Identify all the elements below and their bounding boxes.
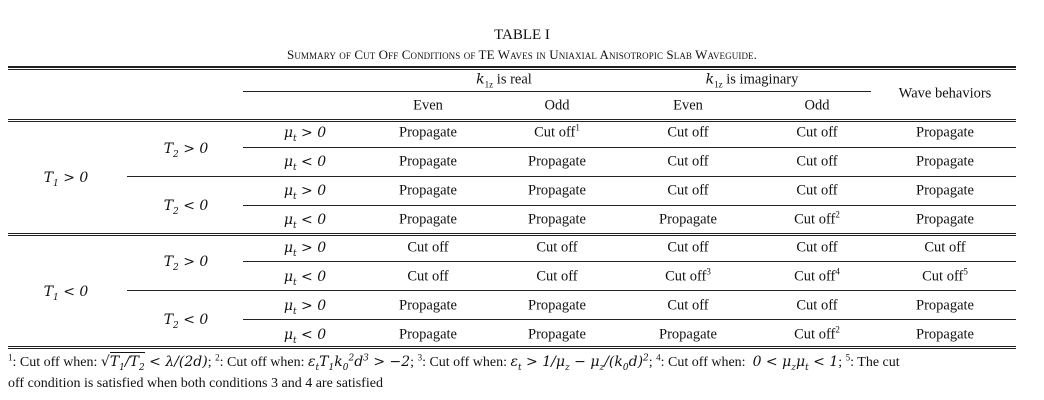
table-cell: Cut off bbox=[796, 297, 838, 314]
bottom-rule-2 bbox=[8, 348, 1016, 349]
top-rule bbox=[8, 66, 1016, 68]
table-cell: Cut off bbox=[667, 153, 709, 170]
table-cell: Propagate bbox=[399, 124, 457, 141]
table-cell: Cut off$^1$ bbox=[534, 122, 580, 141]
table-cell: Cut off bbox=[667, 124, 709, 141]
table-cell: Propagate bbox=[528, 153, 586, 170]
table-cell: Cut off bbox=[667, 297, 709, 314]
table-cell: Cut off bbox=[924, 239, 966, 256]
table-cell: Cut off bbox=[796, 182, 838, 199]
header-k1z-imaginary: $k_{1z}$ is imaginary bbox=[705, 71, 799, 90]
table-cell: Cut off$^2$ bbox=[794, 209, 840, 228]
table-cell: Cut off$^3$ bbox=[665, 266, 711, 285]
t1-negative-label: $T_1 < 0$ bbox=[43, 284, 89, 303]
table-cell: Propagate bbox=[916, 326, 974, 343]
table-caption-text: Summary of Cut Off Conditions of TE Waves in Uniaxial Anisotropic Slab Waveguide. bbox=[286, 47, 758, 62]
mu-label: $\mu_t < 0$ bbox=[283, 327, 327, 346]
footnote-line-2: off condition is satisfied when both conditions 3 and 4 are satisfied bbox=[8, 376, 383, 391]
table-cell: Propagate bbox=[399, 326, 457, 343]
table-cell: Propagate bbox=[916, 211, 974, 228]
table-cell: Propagate bbox=[659, 211, 717, 228]
header-wave-behaviors: Wave behaviors bbox=[898, 85, 992, 102]
table-cell: Propagate bbox=[399, 182, 457, 199]
table-cell: Propagate bbox=[528, 297, 586, 314]
subheader-real-even: Even bbox=[413, 97, 443, 114]
table-cell: Cut off$^5$ bbox=[922, 266, 968, 285]
table-cell: Propagate bbox=[528, 182, 586, 199]
footnote-line-1: $^1$: Cut off when: $√T_1/T_2 < \lambda/(2d)$; $^2$: Cut off when: $\varepsilon_tT_1k_0^2d^3 > -2$; $^3$: Cut off when: $\varepsilon_t > 1/\mu_z - \mu_z/(k_0d)^2$; $^4$: Cut off when: $0 < \mu_z\mu_t < 1$; $^5$: The cut bbox=[8, 352, 900, 373]
table-title: TABLE I bbox=[494, 27, 550, 43]
subheader-real-odd: Odd bbox=[544, 97, 570, 114]
table-cell: Cut off bbox=[667, 239, 709, 256]
table-cell: Propagate bbox=[916, 153, 974, 170]
table-cell: Cut off$^2$ bbox=[794, 324, 840, 343]
table-cell: Cut off bbox=[407, 239, 449, 256]
table-cell: Propagate bbox=[659, 326, 717, 343]
row-rule bbox=[243, 261, 1016, 262]
mu-label: $\mu_t < 0$ bbox=[283, 154, 327, 173]
table-cell: Propagate bbox=[916, 297, 974, 314]
table-cell: Propagate bbox=[528, 211, 586, 228]
row-rule bbox=[243, 205, 1016, 206]
t2-label: $T_2 > 0$ bbox=[163, 141, 209, 160]
table-cell: Cut off bbox=[536, 268, 578, 285]
table-cell: Propagate bbox=[528, 326, 586, 343]
t2-label: $T_2 > 0$ bbox=[163, 254, 209, 273]
subheader-imag-odd: Odd bbox=[804, 97, 830, 114]
mu-label: $\mu_t > 0$ bbox=[283, 240, 327, 259]
table-cell: Propagate bbox=[399, 153, 457, 170]
table-cell: Cut off bbox=[407, 268, 449, 285]
top-rule-2 bbox=[8, 69, 1016, 70]
table-cell: Cut off bbox=[667, 182, 709, 199]
table-cell: Propagate bbox=[399, 211, 457, 228]
table-cell: Cut off$^4$ bbox=[794, 266, 840, 285]
mu-label: $\mu_t < 0$ bbox=[283, 269, 327, 288]
subheader-imag-even: Even bbox=[673, 97, 703, 114]
header-k1z-real: $k_{1z}$ is real bbox=[476, 71, 532, 90]
mu-label: $\mu_t > 0$ bbox=[283, 298, 327, 317]
row-rule bbox=[8, 235, 1016, 236]
mu-label: $\mu_t > 0$ bbox=[283, 125, 327, 144]
table-cell: Cut off bbox=[796, 153, 838, 170]
header-bottom-rule-2 bbox=[8, 121, 1016, 122]
table-cell: Cut off bbox=[536, 239, 578, 256]
table-cell: Cut off bbox=[796, 124, 838, 141]
row-rule bbox=[243, 319, 1016, 320]
mu-label: $\mu_t > 0$ bbox=[283, 183, 327, 202]
row-rule bbox=[127, 290, 1016, 291]
t2-label: $T_2 < 0$ bbox=[163, 198, 209, 217]
t1-positive-label: $T_1 > 0$ bbox=[43, 170, 89, 189]
table-cell: Cut off bbox=[796, 239, 838, 256]
row-rule bbox=[127, 176, 1016, 177]
row-rule bbox=[8, 233, 1016, 234]
table-cell: Propagate bbox=[916, 182, 974, 199]
header-bottom-rule bbox=[8, 119, 1016, 120]
table-cell: Propagate bbox=[916, 124, 974, 141]
mu-label: $\mu_t < 0$ bbox=[283, 212, 327, 231]
group-header-rule bbox=[243, 91, 871, 92]
row-rule bbox=[243, 147, 1016, 148]
table-cell: Propagate bbox=[399, 297, 457, 314]
table-caption bbox=[287, 47, 757, 63]
bottom-rule bbox=[8, 346, 1016, 347]
t2-label: $T_2 < 0$ bbox=[163, 312, 209, 331]
